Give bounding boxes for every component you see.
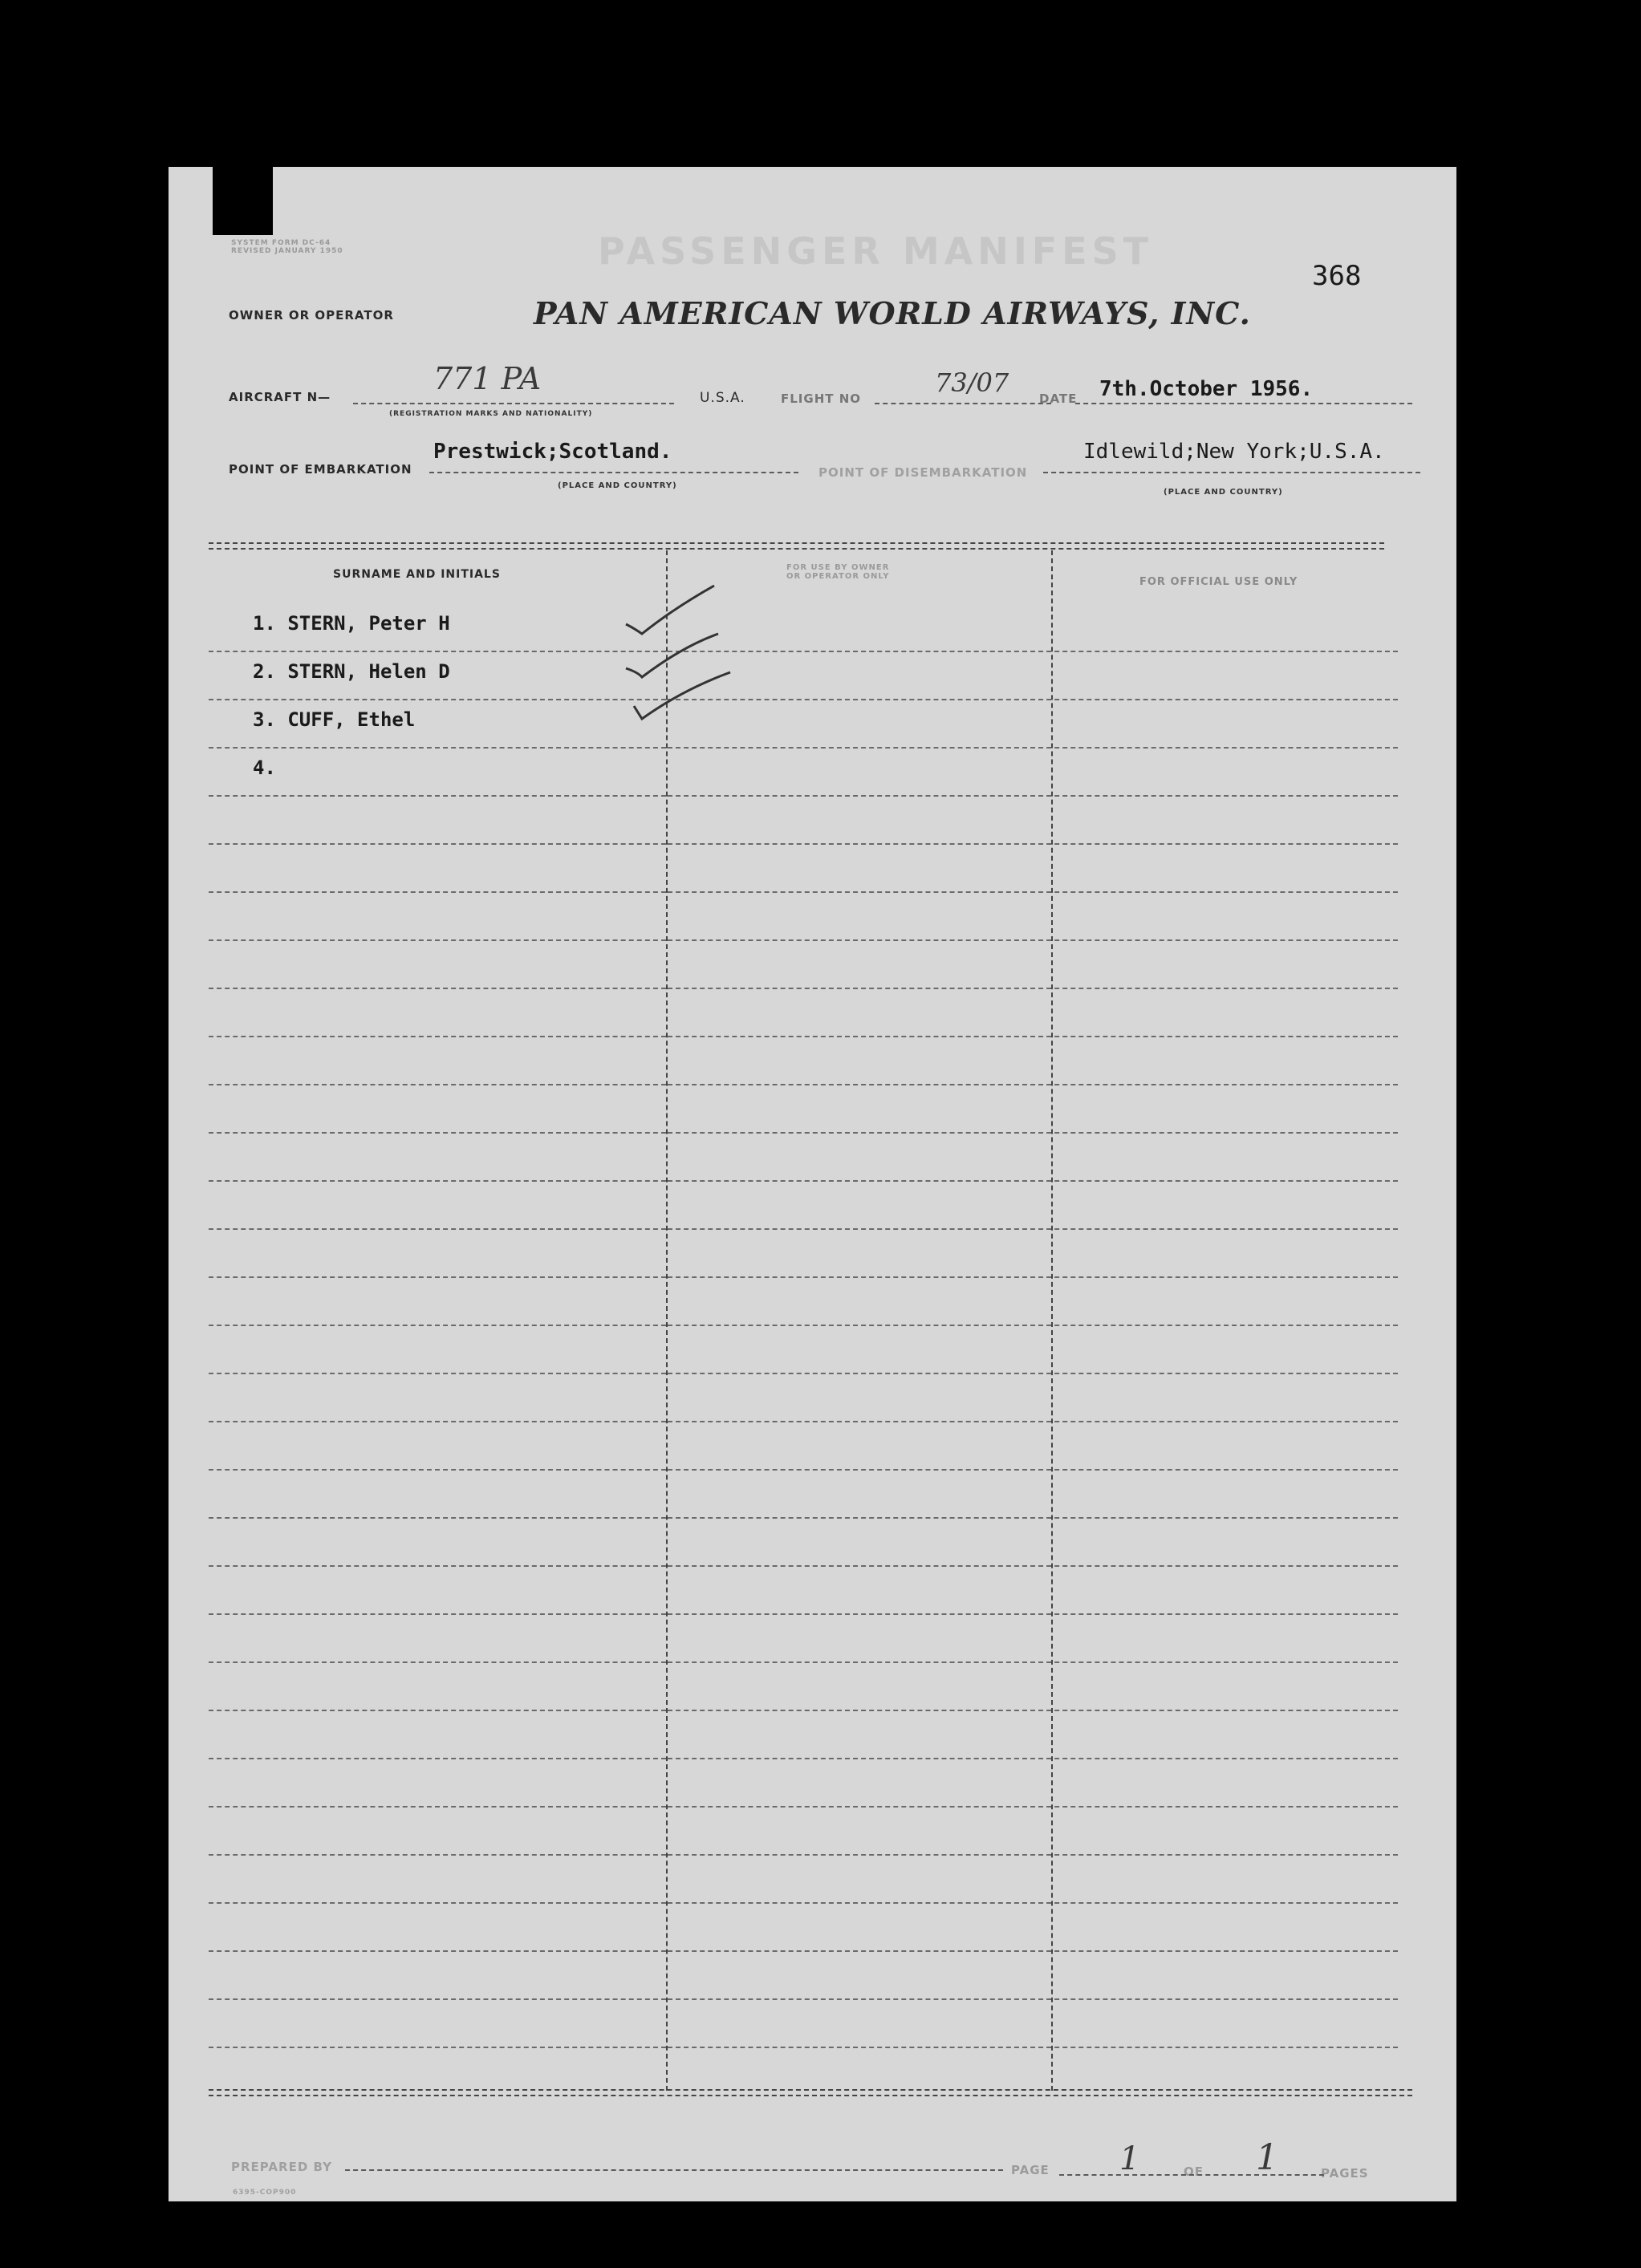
print-code: 6395-COP900 [233, 2189, 297, 2197]
date-value: 7th.October 1956. [1099, 377, 1314, 401]
row-line [668, 1421, 1398, 1422]
embarkation-caption: (PLACE AND COUNTRY) [558, 481, 677, 490]
passenger-entry: 4. [253, 757, 276, 779]
row-line [209, 1373, 666, 1374]
table-bottom-rule [209, 2089, 1412, 2096]
row-line [209, 1806, 666, 1808]
row-line [209, 1517, 666, 1519]
row-line [668, 2047, 1398, 2048]
prepared-label: PREPARED BY [231, 2160, 332, 2174]
row-line [209, 1132, 666, 1134]
row-line [668, 843, 1398, 845]
row-line [209, 1902, 666, 1904]
check-mark-1 [626, 586, 714, 634]
torn-corner [213, 167, 273, 235]
col3-header: FOR OFFICIAL USE ONLY [1139, 576, 1298, 588]
row-line [668, 1276, 1398, 1278]
row-line [209, 1325, 666, 1326]
of-value: 1 [1256, 2137, 1278, 2178]
check-mark-2 [626, 634, 718, 677]
date-label: DATE [1039, 392, 1078, 406]
disembarkation-caption: (PLACE AND COUNTRY) [1164, 488, 1283, 497]
row-line [668, 795, 1398, 797]
aircraft-label: AIRCRAFT N— [229, 390, 331, 404]
row-line [209, 1036, 666, 1037]
row-line [668, 1998, 1398, 2000]
row-line [668, 1565, 1398, 1567]
owner-value: PAN AMERICAN WORLD AIRWAYS, INC. [534, 295, 1251, 331]
row-line [209, 1854, 666, 1856]
row-line [668, 1613, 1398, 1615]
row-line [209, 1565, 666, 1567]
row-line [668, 1180, 1398, 1182]
check-mark-3 [634, 672, 730, 719]
aircraft-value: 771 PA [433, 361, 542, 396]
row-line [668, 1854, 1398, 1856]
row-line [668, 1902, 1398, 1904]
registration-caption: (REGISTRATION MARKS AND NATIONALITY) [389, 410, 593, 418]
pages-label: PAGES [1321, 2166, 1369, 2181]
page-value: 1 [1119, 2140, 1140, 2177]
row-line [209, 891, 666, 893]
row-line [209, 1276, 666, 1278]
form-title: PASSENGER MANIFEST [598, 229, 1154, 273]
row-line [209, 1661, 666, 1663]
row-line [209, 1613, 666, 1615]
aircraft-line [353, 403, 674, 404]
embarkation-label: POINT OF EMBARKATION [229, 462, 412, 477]
passenger-entry: 2. STERN, Helen D [253, 660, 450, 683]
prepared-line [345, 2169, 1003, 2171]
page-label: PAGE [1011, 2163, 1050, 2177]
page-number: 368 [1312, 260, 1362, 292]
row-line [209, 1950, 666, 1952]
flight-line [875, 403, 1051, 404]
row-line [209, 1180, 666, 1182]
row-line [668, 1710, 1398, 1711]
row-line [209, 939, 666, 941]
disembarkation-line [1043, 472, 1420, 473]
disembarkation-label: POINT OF DISEMBARKATION [818, 465, 1028, 480]
flight-value: 73/07 [935, 367, 1009, 398]
row-line [209, 2047, 666, 2048]
row-line [668, 891, 1398, 893]
of-label: OF [1184, 2165, 1204, 2179]
row-line [209, 843, 666, 845]
col1-header: SURNAME AND INITIALS [333, 568, 501, 581]
row-line [209, 988, 666, 989]
embarkation-value: Prestwick;Scotland. [433, 440, 672, 464]
row-line [668, 1950, 1398, 1952]
owner-label: OWNER OR OPERATOR [229, 308, 394, 323]
row-line [209, 651, 666, 652]
passenger-entry: 1. STERN, Peter H [253, 612, 450, 635]
row-line [668, 1036, 1398, 1037]
row-line [668, 1469, 1398, 1471]
usa-label: U.S.A. [700, 390, 745, 406]
embarkation-line [429, 472, 798, 473]
row-line [209, 1228, 666, 1230]
row-line [209, 795, 666, 797]
form-code: SYSTEM FORM DC-64 REVISED JANUARY 1950 [231, 239, 343, 255]
disembarkation-value: Idlewild;New York;U.S.A. [1083, 440, 1385, 464]
row-line [668, 1806, 1398, 1808]
row-line [209, 1710, 666, 1711]
column-divider-1 [666, 550, 668, 2091]
col2-header: FOR USE BY OWNER OR OPERATOR ONLY [786, 563, 890, 581]
row-line [668, 1661, 1398, 1663]
date-line [1075, 403, 1412, 404]
row-line [668, 939, 1398, 941]
row-line [668, 1084, 1398, 1085]
manifest-sheet [169, 167, 1456, 2201]
row-line [209, 1998, 666, 2000]
row-line [668, 1758, 1398, 1759]
row-line [668, 1228, 1398, 1230]
table-top-rule [209, 542, 1384, 550]
row-line [668, 988, 1398, 989]
check-marks [602, 568, 794, 761]
row-line [209, 1421, 666, 1422]
row-line [209, 747, 666, 749]
page-line [1059, 2174, 1324, 2176]
row-line [668, 1373, 1398, 1374]
row-line [668, 1325, 1398, 1326]
passenger-entry: 3. CUFF, Ethel [253, 708, 416, 731]
column-divider-2 [1051, 550, 1053, 2091]
row-line [668, 1132, 1398, 1134]
flight-label: FLIGHT NO [781, 392, 862, 406]
row-line [209, 1758, 666, 1759]
row-line [209, 699, 666, 700]
row-line [209, 1469, 666, 1471]
row-line [209, 1084, 666, 1085]
row-line [668, 1517, 1398, 1519]
